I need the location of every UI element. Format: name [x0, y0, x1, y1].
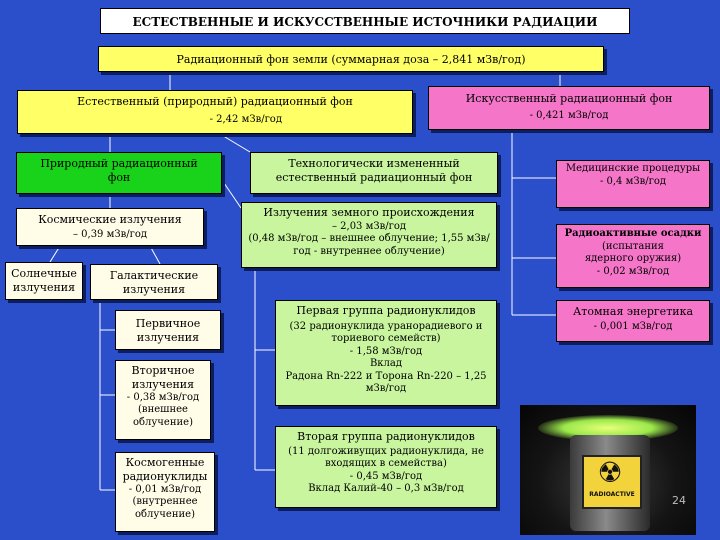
galactic-radiation-box: Галактические излучения — [90, 264, 218, 300]
secondary-title: Вторичное излучения — [131, 364, 195, 391]
fallout-title: Радиоактивные осадки — [564, 228, 702, 239]
cosmic-radiation-box — [16, 208, 204, 246]
secondary-dose: - 0,38 мЗв/год — [126, 391, 200, 403]
fallout-detail: (испытания ядерного оружия) — [584, 240, 682, 264]
earth-detail: (0,48 мЗв/год – внешнее облучение; 1,55 мЗв/год - внутреннее облучение) — [248, 233, 490, 257]
radiation-trefoil-icon: ☢ — [597, 456, 623, 489]
nuclear-box — [556, 300, 710, 342]
natural-background-box — [17, 90, 413, 134]
primary-radiation-box: Первичное излучения — [115, 310, 221, 350]
artificial-dose: - 0,421 мЗв/год — [529, 109, 609, 121]
artificial-background-box — [428, 86, 710, 130]
radioactive-barrel-image — [520, 405, 696, 535]
connector-cosmic-galactic — [150, 246, 160, 264]
connector-natural-tech — [220, 134, 250, 152]
medical-dose: - 0,4 мЗв/год — [599, 175, 667, 187]
connector-cosmic-solar — [50, 246, 60, 262]
connector-natbg-earth — [222, 180, 241, 208]
nuclear-title: Атомная энергетика — [572, 305, 694, 318]
tech-modified-box: Технологически измененный естественный радиационный фон — [250, 152, 498, 194]
cosmogenic-note: (внутреннее облучение) — [132, 496, 198, 520]
earth-radiation-box — [241, 202, 497, 268]
artificial-title: Искусственный радиационный фон — [465, 92, 673, 105]
medical-title: Медицинские процедуры — [565, 163, 701, 174]
group2-title: Вторая группа радионуклидов — [297, 430, 475, 443]
nuclear-dose: - 0,001 мЗв/год — [593, 320, 673, 332]
group2-box — [275, 426, 497, 508]
cosmic-dose: – 0,39 мЗв/год — [72, 228, 148, 240]
group1-box — [275, 300, 497, 406]
page-number: 24 — [672, 494, 686, 507]
natural-dose: - 2,42 мЗв/год — [209, 113, 282, 125]
group2-dose: - 0,45 мЗв/год — [349, 470, 423, 482]
secondary-note: (внешнее облучение) — [133, 404, 193, 428]
cosmogenic-box — [115, 452, 215, 532]
natural-title: Естественный (природный) радиационный фон — [77, 95, 353, 108]
solar-radiation-box: Солнечные излучения — [5, 262, 83, 300]
group1-desc: (32 радионуклида уранорадиевого и ториевого семейств) — [289, 320, 483, 345]
cosmogenic-dose: - 0,01 мЗв/год — [128, 483, 202, 495]
group2-detail: Вклад Калий-40 – 0,3 мЗв/год — [308, 483, 464, 495]
earth-title: Излучения земного происхождения — [263, 206, 475, 219]
group1-title: Первая группа радионуклидов — [296, 304, 476, 317]
earth-dose: – 2,03 мЗв/год — [331, 220, 407, 232]
natural-radiation-box: Природный радиационный фон — [16, 152, 222, 194]
group1-dose: - 1,58 мЗв/год — [349, 345, 423, 357]
group2-desc: (11 долгоживущих радионуклида, не входящих в семейства) — [288, 445, 484, 470]
cosmic-title: Космические излучения — [38, 213, 182, 226]
fallout-dose: - 0,02 мЗв/год — [596, 265, 670, 277]
medical-box — [556, 160, 710, 208]
group1-detail: Радона Rn-222 и Торона Rn-220 – 1,25 мЗв/год — [285, 370, 487, 395]
fallout-box — [556, 224, 710, 288]
group1-contrib: Вклад — [369, 358, 403, 370]
root-background-box: Радиационный фон земли (суммарная доза – 2,841 мЗв/год) — [98, 46, 604, 72]
secondary-radiation-box — [115, 360, 211, 440]
cosmogenic-title: Космогенные радионуклиды — [122, 456, 208, 483]
radioactive-label-text: RADIOACTIVE — [589, 491, 635, 498]
page-title: ЕСТЕСТВЕННЫЕ И ИСКУССТВЕННЫЕ ИСТОЧНИКИ РАДИАЦИИ — [100, 8, 630, 34]
